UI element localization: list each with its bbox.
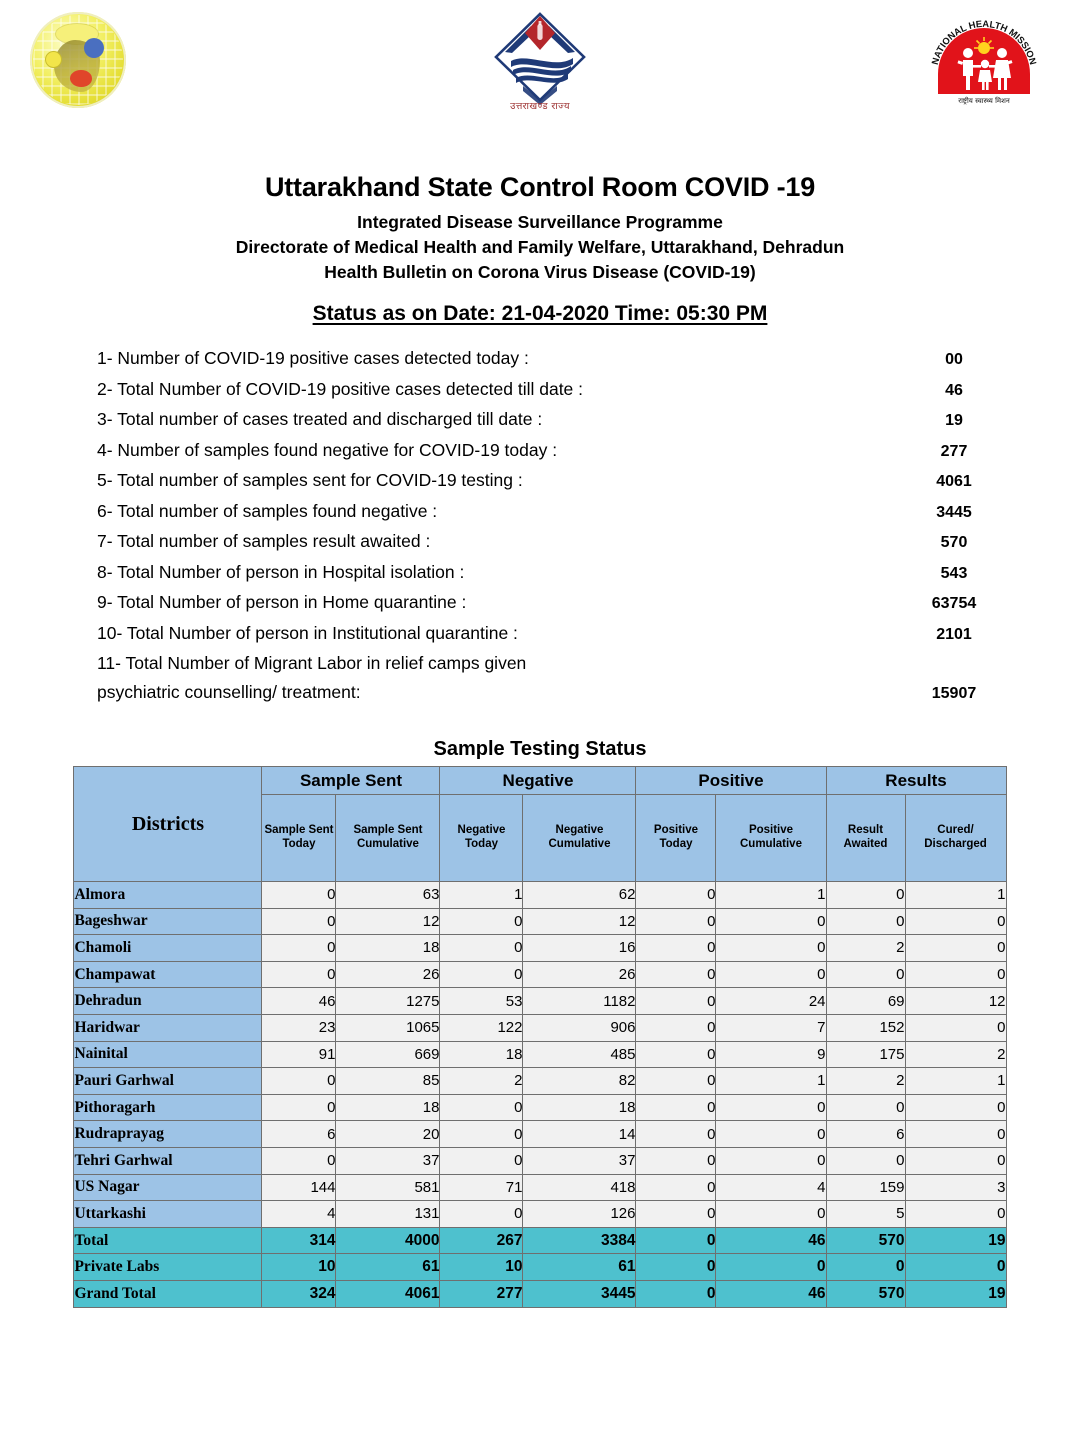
data-cell-2: 0	[440, 935, 523, 962]
summary-item	[97, 501, 1002, 532]
summary-item-label: 5- Total number of samples sent for COVID-19 testing :	[97, 470, 523, 490]
table-title: Sample Testing Status	[433, 738, 647, 760]
district-name-cell: Uttarkashi	[74, 1201, 262, 1228]
data-cell-3: 418	[523, 1174, 636, 1201]
idsp-logo	[30, 12, 126, 108]
header-districts: Districts	[74, 767, 262, 882]
logo-bar	[0, 0, 1080, 120]
data-cell-7: 19	[905, 1280, 1006, 1307]
data-cell-5: 0	[716, 1121, 826, 1148]
summary-item-label: 9- Total Number of person in Home quarantine :	[97, 592, 467, 612]
data-cell-2: 0	[440, 961, 523, 988]
data-cell-3: 3445	[523, 1280, 636, 1307]
data-cell-5: 46	[716, 1227, 826, 1254]
data-cell-1: 581	[336, 1174, 440, 1201]
summary-item-value: 2101	[936, 625, 972, 643]
district-name-cell: Pithoragarh	[74, 1094, 262, 1121]
district-name-cell: US Nagar	[74, 1174, 262, 1201]
data-cell-0: 10	[262, 1254, 336, 1281]
header-col-sample-sent-today: Sample Sent Today	[262, 795, 336, 882]
data-cell-0: 23	[262, 1014, 336, 1041]
header-group-sample-sent: Sample Sent	[262, 767, 440, 795]
summary-item-value: 63754	[931, 595, 977, 612]
data-cell-3: 485	[523, 1041, 636, 1068]
data-cell-4: 0	[636, 988, 716, 1015]
table-group-header-row	[74, 767, 1006, 795]
district-name-cell: Nainital	[74, 1041, 262, 1068]
data-cell-7: 0	[905, 1254, 1006, 1281]
summary-item-value: 277	[940, 442, 968, 460]
district-name-cell: Private Labs	[74, 1254, 262, 1281]
summary-item-value: 00	[945, 351, 963, 368]
table-row	[74, 988, 1006, 1015]
data-cell-6: 570	[826, 1280, 905, 1307]
data-cell-2: 53	[440, 988, 523, 1015]
header-group-results: Results	[826, 767, 1006, 795]
summary-item-11-line2	[97, 682, 1002, 716]
idsp-yellow-dot	[46, 52, 61, 67]
data-cell-6: 159	[826, 1174, 905, 1201]
table-body	[74, 882, 1006, 1308]
data-cell-5: 1	[716, 1068, 826, 1095]
data-cell-5: 0	[716, 935, 826, 962]
district-name-cell: Pauri Garhwal	[74, 1068, 262, 1095]
data-cell-1: 4000	[336, 1227, 440, 1254]
header-group-positive: Positive	[636, 767, 826, 795]
data-cell-1: 37	[336, 1147, 440, 1174]
district-name-cell: Total	[74, 1227, 262, 1254]
data-cell-2: 267	[440, 1227, 523, 1254]
summary-item-value: 543	[940, 564, 968, 582]
data-cell-0: 6	[262, 1121, 336, 1148]
data-cell-5: 0	[716, 1201, 826, 1228]
district-name-cell: Rudraprayag	[74, 1121, 262, 1148]
summary-item-label: 4- Number of samples found negative for COVID-19 today :	[97, 439, 558, 460]
national-health-mission-logo	[925, 8, 1043, 112]
data-cell-1: 61	[336, 1254, 440, 1281]
data-cell-5: 0	[716, 1254, 826, 1281]
data-cell-7: 0	[905, 1014, 1006, 1041]
table-row	[74, 882, 1006, 909]
data-cell-3: 906	[523, 1014, 636, 1041]
summary-item-label: 3- Total number of cases treated and discharged till date :	[97, 409, 543, 429]
data-cell-0: 0	[262, 908, 336, 935]
data-cell-7: 1	[905, 1068, 1006, 1095]
table-row	[74, 1254, 1006, 1281]
data-cell-2: 18	[440, 1041, 523, 1068]
subtitle-programme: Integrated Disease Surveillance Programme	[357, 212, 723, 232]
data-cell-4: 0	[636, 882, 716, 909]
summary-item-value: 3445	[936, 503, 972, 521]
data-cell-4: 0	[636, 1094, 716, 1121]
data-cell-0: 0	[262, 1094, 336, 1121]
status-datetime: Status as on Date: 21-04-2020 Time: 05:30 PM	[312, 302, 768, 325]
data-cell-0: 314	[262, 1227, 336, 1254]
data-cell-5: 46	[716, 1280, 826, 1307]
data-cell-3: 26	[523, 961, 636, 988]
data-cell-1: 20	[336, 1121, 440, 1148]
data-cell-2: 0	[440, 1094, 523, 1121]
data-cell-3: 14	[523, 1121, 636, 1148]
data-cell-2: 0	[440, 1147, 523, 1174]
data-cell-3: 61	[523, 1254, 636, 1281]
data-cell-5: 9	[716, 1041, 826, 1068]
data-cell-1: 12	[336, 908, 440, 935]
idsp-red-dot	[70, 70, 92, 87]
table-row	[74, 1068, 1006, 1095]
data-cell-4: 0	[636, 935, 716, 962]
data-cell-7: 1	[905, 882, 1006, 909]
data-cell-1: 1275	[336, 988, 440, 1015]
table-row	[74, 1094, 1006, 1121]
data-cell-6: 0	[826, 1254, 905, 1281]
data-cell-3: 62	[523, 882, 636, 909]
data-cell-0: 0	[262, 1068, 336, 1095]
district-name-cell: Dehradun	[74, 988, 262, 1015]
data-cell-6: 5	[826, 1201, 905, 1228]
data-cell-0: 0	[262, 935, 336, 962]
idsp-blue-dot	[84, 38, 104, 58]
summary-item-value: 15907	[931, 685, 977, 702]
header-col-sample-sent-cumulative: Sample Sent Cumulative	[336, 795, 440, 882]
summary-item-value: 46	[945, 381, 963, 399]
data-cell-2: 2	[440, 1068, 523, 1095]
table-row	[74, 1174, 1006, 1201]
summary-item-label: 6- Total number of samples found negative :	[97, 500, 438, 521]
nhm-arc-text: NATIONAL HEALTH MISSION	[928, 17, 1040, 66]
state-emblem-caption: उत्तराखण्ड राज्य	[510, 101, 570, 112]
data-cell-1: 18	[336, 1094, 440, 1121]
summary-item	[97, 379, 1002, 410]
data-cell-3: 12	[523, 908, 636, 935]
data-cell-6: 570	[826, 1227, 905, 1254]
district-name-cell: Almora	[74, 882, 262, 909]
data-cell-6: 2	[826, 1068, 905, 1095]
uttarakhand-state-emblem	[485, 8, 595, 112]
data-cell-0: 91	[262, 1041, 336, 1068]
data-cell-7: 0	[905, 1121, 1006, 1148]
data-cell-5: 0	[716, 908, 826, 935]
data-cell-5: 1	[716, 882, 826, 909]
data-cell-7: 12	[905, 988, 1006, 1015]
data-cell-3: 37	[523, 1147, 636, 1174]
district-name-cell: Tehri Garhwal	[74, 1147, 262, 1174]
data-cell-4: 0	[636, 1068, 716, 1095]
summary-item-label: 1- Number of COVID-19 positive cases detected today :	[97, 348, 529, 368]
table-row	[74, 1041, 1006, 1068]
summary-item	[97, 592, 1002, 623]
data-cell-6: 2	[826, 935, 905, 962]
subtitle-bulletin: Health Bulletin on Corona Virus Disease (COVID-19)	[324, 262, 756, 282]
data-cell-5: 7	[716, 1014, 826, 1041]
data-cell-5: 0	[716, 961, 826, 988]
table-row	[74, 961, 1006, 988]
summary-item-label: 8- Total Number of person in Hospital isolation :	[97, 561, 465, 582]
table-row	[74, 1014, 1006, 1041]
data-cell-0: 324	[262, 1280, 336, 1307]
data-cell-3: 18	[523, 1094, 636, 1121]
header-col-negative-cumulative: Negative Cumulative	[523, 795, 636, 882]
data-cell-4: 0	[636, 1041, 716, 1068]
data-cell-7: 2	[905, 1041, 1006, 1068]
data-cell-4: 0	[636, 1280, 716, 1307]
data-cell-0: 46	[262, 988, 336, 1015]
nhm-hindi-text: राष्ट्रीय स्वास्थ्य मिशन	[958, 97, 1010, 105]
data-cell-6: 152	[826, 1014, 905, 1041]
summary-item-label: 7- Total number of samples result awaited :	[97, 531, 431, 551]
data-cell-3: 3384	[523, 1227, 636, 1254]
summary-item-value: 4061	[936, 473, 972, 490]
header-col-positive-today: Positive Today	[636, 795, 716, 882]
data-cell-1: 4061	[336, 1280, 440, 1307]
nhm-logo-svg	[925, 8, 1043, 112]
data-cell-7: 0	[905, 1201, 1006, 1228]
district-name-cell: Bageshwar	[74, 908, 262, 935]
data-cell-4: 0	[636, 1227, 716, 1254]
summary-item-value: 19	[945, 412, 963, 429]
data-cell-3: 82	[523, 1068, 636, 1095]
summary-item	[97, 348, 1002, 379]
summary-item-value: 570	[940, 534, 968, 551]
header-col-result-awaited: Result Awaited	[826, 795, 905, 882]
data-cell-3: 1182	[523, 988, 636, 1015]
table-row	[74, 935, 1006, 962]
data-cell-7: 0	[905, 1094, 1006, 1121]
summary-item-label: 2- Total Number of COVID-19 positive cases detected till date :	[97, 378, 584, 399]
data-cell-1: 131	[336, 1201, 440, 1228]
summary-item	[97, 623, 1002, 654]
data-cell-2: 0	[440, 908, 523, 935]
data-cell-1: 63	[336, 882, 440, 909]
data-cell-1: 26	[336, 961, 440, 988]
data-cell-7: 0	[905, 1147, 1006, 1174]
summary-item	[97, 440, 1002, 471]
data-cell-2: 1	[440, 882, 523, 909]
data-cell-4: 0	[636, 1254, 716, 1281]
district-name-cell: Haridwar	[74, 1014, 262, 1041]
data-cell-4: 0	[636, 1201, 716, 1228]
data-cell-6: 0	[826, 961, 905, 988]
data-cell-0: 0	[262, 961, 336, 988]
data-cell-2: 10	[440, 1254, 523, 1281]
district-name-cell: Grand Total	[74, 1280, 262, 1307]
data-cell-2: 71	[440, 1174, 523, 1201]
data-cell-1: 85	[336, 1068, 440, 1095]
data-cell-4: 0	[636, 1174, 716, 1201]
summary-item	[97, 531, 1002, 562]
data-cell-2: 277	[440, 1280, 523, 1307]
data-cell-5: 0	[716, 1147, 826, 1174]
summary-item	[97, 562, 1002, 593]
data-cell-6: 0	[826, 1094, 905, 1121]
subtitle-directorate: Directorate of Medical Health and Family Welfare, Uttarakhand, Dehradun	[235, 237, 845, 257]
summary-item-label: 11- Total Number of Migrant Labor in relief camps given	[97, 653, 527, 673]
data-cell-0: 0	[262, 1147, 336, 1174]
data-cell-2: 0	[440, 1201, 523, 1228]
data-cell-5: 24	[716, 988, 826, 1015]
table-row	[74, 1227, 1006, 1254]
data-cell-6: 6	[826, 1121, 905, 1148]
header-col-negative-today: Negative Today	[440, 795, 523, 882]
summary-item	[97, 409, 1002, 440]
data-cell-0: 144	[262, 1174, 336, 1201]
data-cell-3: 126	[523, 1201, 636, 1228]
page-title: Uttarakhand State Control Room COVID -19	[264, 172, 816, 202]
data-cell-4: 0	[636, 961, 716, 988]
data-cell-6: 0	[826, 1147, 905, 1174]
data-cell-7: 0	[905, 908, 1006, 935]
data-cell-6: 0	[826, 908, 905, 935]
state-emblem-svg	[485, 8, 595, 112]
header-group-negative: Negative	[440, 767, 636, 795]
data-cell-1: 18	[336, 935, 440, 962]
data-cell-2: 122	[440, 1014, 523, 1041]
table-row	[74, 1147, 1006, 1174]
table-row	[74, 1280, 1006, 1307]
table-row	[74, 1201, 1006, 1228]
data-cell-6: 0	[826, 882, 905, 909]
data-cell-0: 0	[262, 882, 336, 909]
sample-testing-status-table	[73, 766, 1006, 1308]
header-col-positive-cumulative: Positive Cumulative	[716, 795, 826, 882]
data-cell-3: 16	[523, 935, 636, 962]
summary-item-11-line1	[97, 653, 1002, 682]
data-cell-4: 0	[636, 1014, 716, 1041]
summary-item-label: psychiatric counselling/ treatment:	[97, 682, 361, 702]
header-col-cured-discharged: Cured/ Discharged	[905, 795, 1006, 882]
data-cell-1: 669	[336, 1041, 440, 1068]
table-row	[74, 1121, 1006, 1148]
data-cell-1: 1065	[336, 1014, 440, 1041]
data-cell-0: 4	[262, 1201, 336, 1228]
data-cell-7: 3	[905, 1174, 1006, 1201]
data-cell-6: 69	[826, 988, 905, 1015]
data-cell-7: 0	[905, 935, 1006, 962]
data-cell-7: 0	[905, 961, 1006, 988]
data-cell-4: 0	[636, 1121, 716, 1148]
summary-list	[0, 348, 1080, 716]
table-row	[74, 908, 1006, 935]
data-cell-5: 4	[716, 1174, 826, 1201]
data-cell-7: 19	[905, 1227, 1006, 1254]
summary-item-label: 10- Total Number of person in Institutional quarantine :	[97, 622, 518, 643]
data-cell-6: 175	[826, 1041, 905, 1068]
district-name-cell: Champawat	[74, 961, 262, 988]
summary-item	[97, 470, 1002, 501]
data-cell-2: 0	[440, 1121, 523, 1148]
data-cell-4: 0	[636, 1147, 716, 1174]
data-cell-5: 0	[716, 1094, 826, 1121]
data-cell-4: 0	[636, 908, 716, 935]
district-name-cell: Chamoli	[74, 935, 262, 962]
document-header	[0, 172, 1080, 326]
